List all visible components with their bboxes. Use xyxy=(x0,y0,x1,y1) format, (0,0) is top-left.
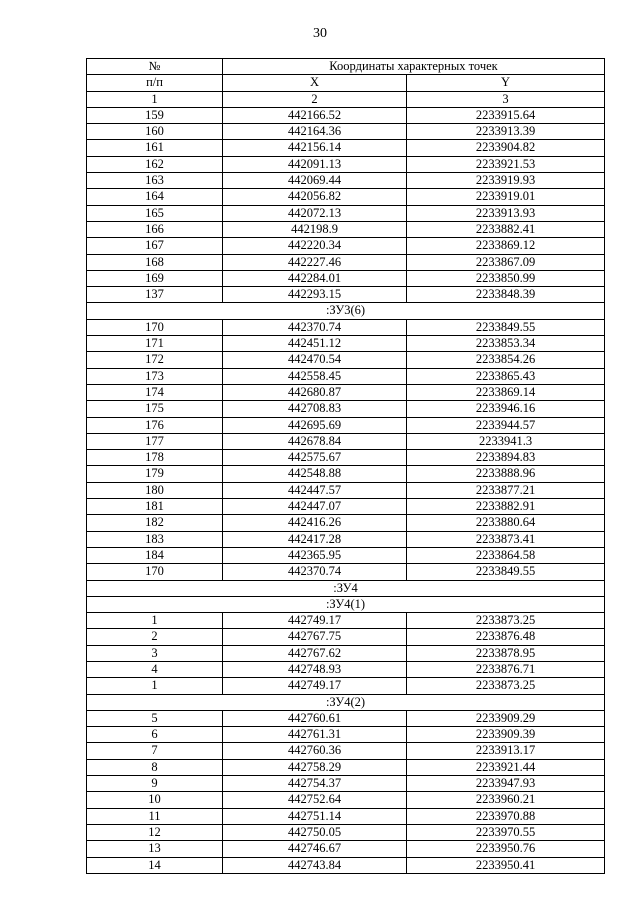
point-number-cell: 159 xyxy=(87,107,223,123)
table-row xyxy=(87,710,605,726)
point-number-cell: 170 xyxy=(87,564,223,580)
y-coordinate-cell: 2233904.82 xyxy=(407,140,605,156)
table-body xyxy=(87,107,605,873)
point-number-cell: 181 xyxy=(87,499,223,515)
y-coordinate-cell: 2233880.64 xyxy=(407,515,605,531)
x-coordinate-cell: 442227.46 xyxy=(223,254,407,270)
point-number-cell: 165 xyxy=(87,205,223,221)
x-coordinate-cell: 442749.17 xyxy=(223,678,407,694)
point-number-cell: 137 xyxy=(87,287,223,303)
x-coordinate-cell: 442749.17 xyxy=(223,613,407,629)
y-coordinate-cell: 2233909.29 xyxy=(407,710,605,726)
y-coordinate-cell: 2233876.71 xyxy=(407,661,605,677)
table-row xyxy=(87,450,605,466)
x-coordinate-cell: 442746.67 xyxy=(223,841,407,857)
x-coordinate-cell: 442695.69 xyxy=(223,417,407,433)
x-coordinate-cell: 442470.54 xyxy=(223,352,407,368)
x-coordinate-cell: 442417.28 xyxy=(223,531,407,547)
x-coordinate-cell: 442575.67 xyxy=(223,450,407,466)
point-number-cell: 1 xyxy=(87,613,223,629)
table-row xyxy=(87,433,605,449)
y-coordinate-cell: 2233854.26 xyxy=(407,352,605,368)
point-number-cell: 7 xyxy=(87,743,223,759)
y-coordinate-cell: 2233915.64 xyxy=(407,107,605,123)
header-coordinates: Координаты характерных точек xyxy=(223,59,605,75)
point-number-cell: 169 xyxy=(87,270,223,286)
table-row xyxy=(87,841,605,857)
table-row xyxy=(87,336,605,352)
table-row xyxy=(87,499,605,515)
table-row xyxy=(87,401,605,417)
header-col-index-2: 2 xyxy=(223,91,407,107)
y-coordinate-cell: 2233921.44 xyxy=(407,759,605,775)
point-number-cell: 170 xyxy=(87,319,223,335)
y-coordinate-cell: 2233867.09 xyxy=(407,254,605,270)
point-number-cell: 173 xyxy=(87,368,223,384)
table-row xyxy=(87,629,605,645)
y-coordinate-cell: 2233853.34 xyxy=(407,336,605,352)
table-row xyxy=(87,140,605,156)
y-coordinate-cell: 2233849.55 xyxy=(407,319,605,335)
coordinates-table xyxy=(86,58,605,874)
x-coordinate-cell: 442750.05 xyxy=(223,824,407,840)
table-row xyxy=(87,531,605,547)
table-row xyxy=(87,238,605,254)
y-coordinate-cell: 2233882.41 xyxy=(407,221,605,237)
x-coordinate-cell: 442447.07 xyxy=(223,499,407,515)
point-number-cell: 161 xyxy=(87,140,223,156)
table-row xyxy=(87,205,605,221)
y-coordinate-cell: 2233921.53 xyxy=(407,156,605,172)
point-number-cell: 175 xyxy=(87,401,223,417)
point-number-cell: 164 xyxy=(87,189,223,205)
x-coordinate-cell: 442678.84 xyxy=(223,433,407,449)
y-coordinate-cell: 2233869.12 xyxy=(407,238,605,254)
x-coordinate-cell: 442069.44 xyxy=(223,173,407,189)
point-number-cell: 168 xyxy=(87,254,223,270)
table-row xyxy=(87,547,605,563)
point-number-cell: 4 xyxy=(87,661,223,677)
x-coordinate-cell: 442451.12 xyxy=(223,336,407,352)
section-row xyxy=(87,580,605,596)
table-row xyxy=(87,792,605,808)
x-coordinate-cell: 442447.57 xyxy=(223,482,407,498)
x-coordinate-cell: 442743.84 xyxy=(223,857,407,873)
point-number-cell: 3 xyxy=(87,645,223,661)
table-row xyxy=(87,743,605,759)
table-row xyxy=(87,352,605,368)
x-coordinate-cell: 442198.9 xyxy=(223,221,407,237)
point-number-cell: 167 xyxy=(87,238,223,254)
point-number-cell: 172 xyxy=(87,352,223,368)
table-row xyxy=(87,808,605,824)
y-coordinate-cell: 2233919.93 xyxy=(407,173,605,189)
point-number-cell: 182 xyxy=(87,515,223,531)
x-coordinate-cell: 442754.37 xyxy=(223,776,407,792)
x-coordinate-cell: 442751.14 xyxy=(223,808,407,824)
header-number-symbol: № xyxy=(87,59,223,75)
y-coordinate-cell: 2233876.48 xyxy=(407,629,605,645)
y-coordinate-cell: 2233869.14 xyxy=(407,384,605,400)
x-coordinate-cell: 442752.64 xyxy=(223,792,407,808)
table-row xyxy=(87,857,605,873)
point-number-cell: 176 xyxy=(87,417,223,433)
x-coordinate-cell: 442758.29 xyxy=(223,759,407,775)
y-coordinate-cell: 2233865.43 xyxy=(407,368,605,384)
y-coordinate-cell: 2233878.95 xyxy=(407,645,605,661)
point-number-cell: 174 xyxy=(87,384,223,400)
y-coordinate-cell: 2233864.58 xyxy=(407,547,605,563)
point-number-cell: 163 xyxy=(87,173,223,189)
table-row xyxy=(87,466,605,482)
point-number-cell: 8 xyxy=(87,759,223,775)
point-number-cell: 5 xyxy=(87,710,223,726)
x-coordinate-cell: 442767.75 xyxy=(223,629,407,645)
table-row xyxy=(87,156,605,172)
y-coordinate-cell: 2233944.57 xyxy=(407,417,605,433)
page-number: 30 xyxy=(313,26,327,41)
y-coordinate-cell: 2233894.83 xyxy=(407,450,605,466)
section-label: :ЗУ4(2) xyxy=(87,694,605,710)
table-row xyxy=(87,515,605,531)
table-row xyxy=(87,482,605,498)
x-coordinate-cell: 442708.83 xyxy=(223,401,407,417)
y-coordinate-cell: 2233913.17 xyxy=(407,743,605,759)
point-number-cell: 178 xyxy=(87,450,223,466)
x-coordinate-cell: 442072.13 xyxy=(223,205,407,221)
point-number-cell: 160 xyxy=(87,124,223,140)
table-row xyxy=(87,776,605,792)
point-number-cell: 13 xyxy=(87,841,223,857)
x-coordinate-cell: 442164.36 xyxy=(223,124,407,140)
y-coordinate-cell: 2233913.93 xyxy=(407,205,605,221)
table-row xyxy=(87,678,605,694)
y-coordinate-cell: 2233849.55 xyxy=(407,564,605,580)
table-row xyxy=(87,124,605,140)
table-row xyxy=(87,319,605,335)
table-row xyxy=(87,173,605,189)
point-number-cell: 162 xyxy=(87,156,223,172)
point-number-cell: 6 xyxy=(87,727,223,743)
table-row xyxy=(87,107,605,123)
x-coordinate-cell: 442056.82 xyxy=(223,189,407,205)
table-row xyxy=(87,824,605,840)
table-row xyxy=(87,727,605,743)
y-coordinate-cell: 2233850.99 xyxy=(407,270,605,286)
header-x: X xyxy=(223,75,407,91)
x-coordinate-cell: 442761.31 xyxy=(223,727,407,743)
x-coordinate-cell: 442767.62 xyxy=(223,645,407,661)
table-row xyxy=(87,368,605,384)
x-coordinate-cell: 442548.88 xyxy=(223,466,407,482)
y-coordinate-cell: 2233877.21 xyxy=(407,482,605,498)
section-label: :ЗУ4 xyxy=(87,580,605,596)
point-number-cell: 11 xyxy=(87,808,223,824)
section-row xyxy=(87,596,605,612)
section-label: :ЗУ4(1) xyxy=(87,596,605,612)
y-coordinate-cell: 2233919.01 xyxy=(407,189,605,205)
header-number-abbrev: п/п xyxy=(87,75,223,91)
table-row xyxy=(87,645,605,661)
point-number-cell: 1 xyxy=(87,678,223,694)
point-number-cell: 2 xyxy=(87,629,223,645)
point-number-cell: 12 xyxy=(87,824,223,840)
x-coordinate-cell: 442370.74 xyxy=(223,564,407,580)
point-number-cell: 171 xyxy=(87,336,223,352)
y-coordinate-cell: 2233950.76 xyxy=(407,841,605,857)
x-coordinate-cell: 442156.14 xyxy=(223,140,407,156)
table-row xyxy=(87,417,605,433)
table-row xyxy=(87,254,605,270)
y-coordinate-cell: 2233970.55 xyxy=(407,824,605,840)
header-y: Y xyxy=(407,75,605,91)
x-coordinate-cell: 442680.87 xyxy=(223,384,407,400)
section-row xyxy=(87,694,605,710)
table-row xyxy=(87,270,605,286)
x-coordinate-cell: 442365.95 xyxy=(223,547,407,563)
header-col-index-1: 1 xyxy=(87,91,223,107)
table-row xyxy=(87,661,605,677)
table-row xyxy=(87,189,605,205)
point-number-cell: 177 xyxy=(87,433,223,449)
y-coordinate-cell: 2233970.88 xyxy=(407,808,605,824)
x-coordinate-cell: 442370.74 xyxy=(223,319,407,335)
point-number-cell: 184 xyxy=(87,547,223,563)
y-coordinate-cell: 2233909.39 xyxy=(407,727,605,743)
point-number-cell: 10 xyxy=(87,792,223,808)
section-row xyxy=(87,303,605,319)
table-row xyxy=(87,287,605,303)
table-row xyxy=(87,384,605,400)
y-coordinate-cell: 2233913.39 xyxy=(407,124,605,140)
x-coordinate-cell: 442293.15 xyxy=(223,287,407,303)
point-number-cell: 183 xyxy=(87,531,223,547)
point-number-cell: 14 xyxy=(87,857,223,873)
x-coordinate-cell: 442166.52 xyxy=(223,107,407,123)
y-coordinate-cell: 2233873.25 xyxy=(407,678,605,694)
x-coordinate-cell: 442091.13 xyxy=(223,156,407,172)
x-coordinate-cell: 442760.61 xyxy=(223,710,407,726)
point-number-cell: 9 xyxy=(87,776,223,792)
y-coordinate-cell: 2233848.39 xyxy=(407,287,605,303)
x-coordinate-cell: 442220.34 xyxy=(223,238,407,254)
y-coordinate-cell: 2233882.91 xyxy=(407,499,605,515)
point-number-cell: 166 xyxy=(87,221,223,237)
point-number-cell: 179 xyxy=(87,466,223,482)
y-coordinate-cell: 2233950.41 xyxy=(407,857,605,873)
y-coordinate-cell: 2233960.21 xyxy=(407,792,605,808)
table-row xyxy=(87,221,605,237)
y-coordinate-cell: 2233946.16 xyxy=(407,401,605,417)
header-col-index-3: 3 xyxy=(407,91,605,107)
x-coordinate-cell: 442284.01 xyxy=(223,270,407,286)
x-coordinate-cell: 442416.26 xyxy=(223,515,407,531)
y-coordinate-cell: 2233873.41 xyxy=(407,531,605,547)
y-coordinate-cell: 2233947.93 xyxy=(407,776,605,792)
table-header xyxy=(87,59,605,108)
x-coordinate-cell: 442748.93 xyxy=(223,661,407,677)
point-number-cell: 180 xyxy=(87,482,223,498)
section-label: :ЗУ3(6) xyxy=(87,303,605,319)
y-coordinate-cell: 2233941.3 xyxy=(407,433,605,449)
x-coordinate-cell: 442760.36 xyxy=(223,743,407,759)
table-row xyxy=(87,759,605,775)
x-coordinate-cell: 442558.45 xyxy=(223,368,407,384)
y-coordinate-cell: 2233888.96 xyxy=(407,466,605,482)
table-row xyxy=(87,564,605,580)
table-row xyxy=(87,613,605,629)
y-coordinate-cell: 2233873.25 xyxy=(407,613,605,629)
